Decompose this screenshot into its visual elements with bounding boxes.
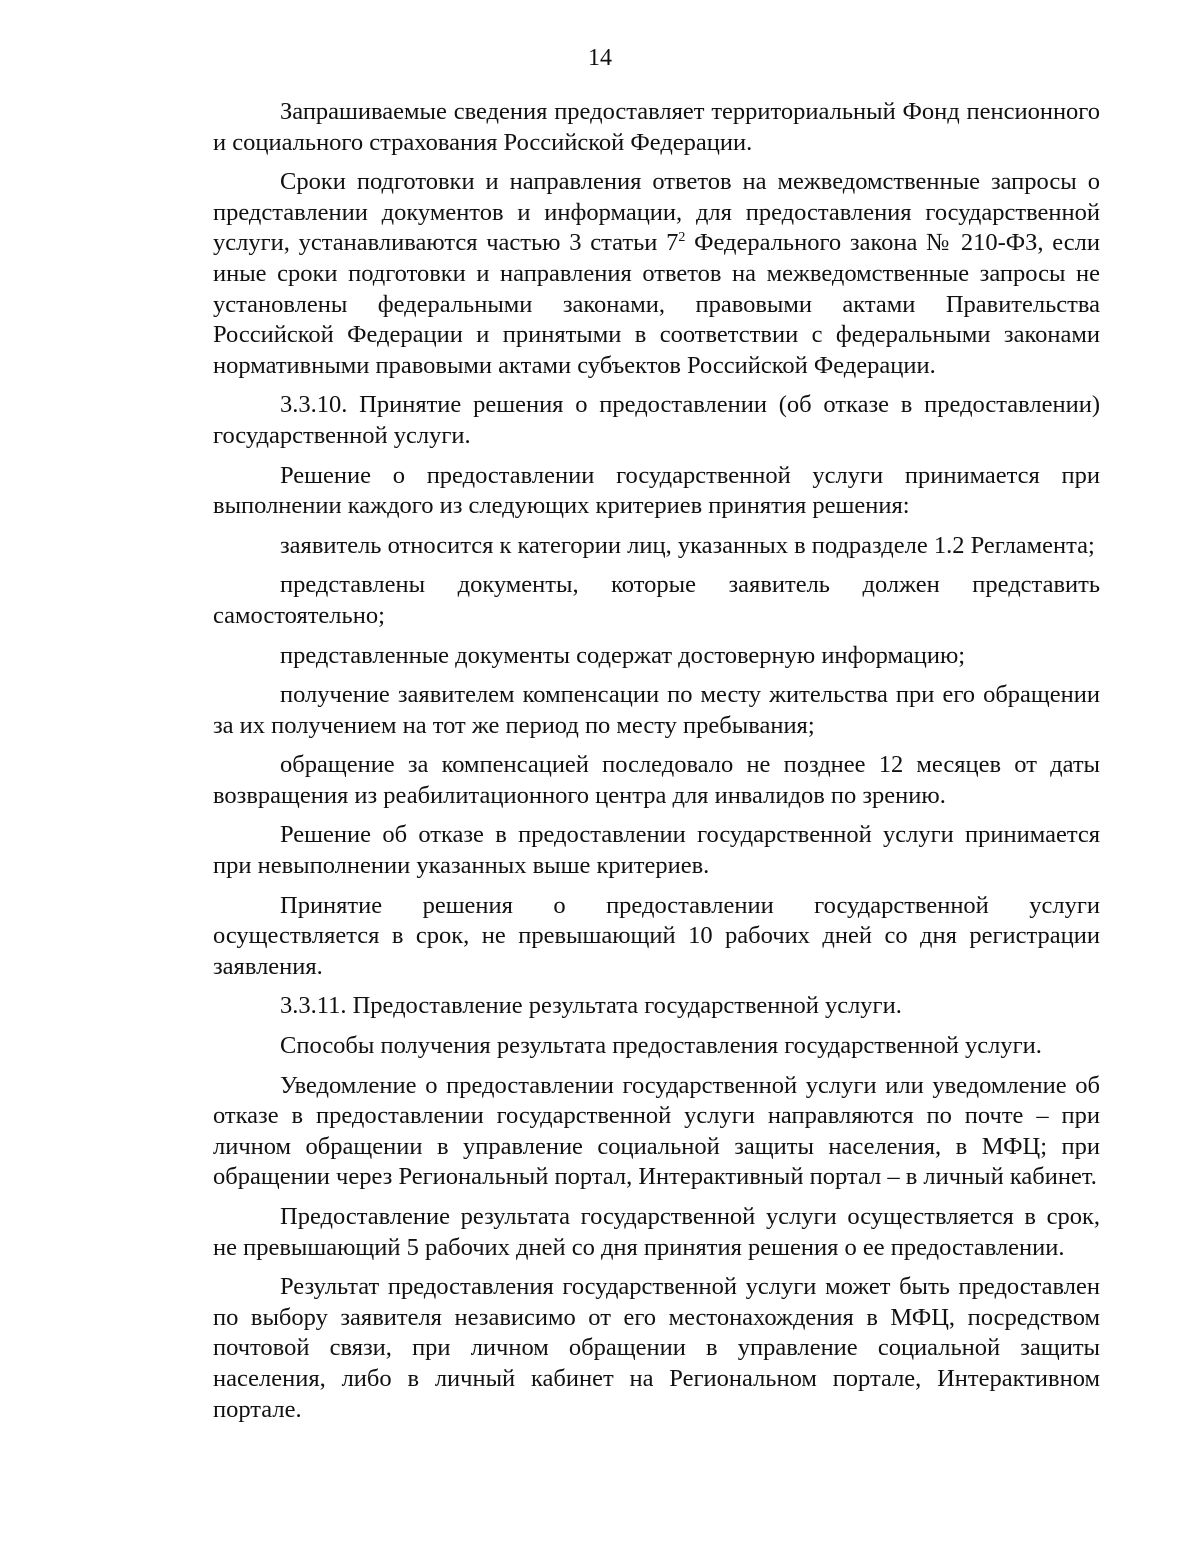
- paragraph-text: Уведомление о предоставлении государственной услуги или уведомление об отказе в предоставлении государственной услуги направляются по почте – при личном обращении в управление социальной защиты населения, в МФЦ; при обращении через Региональный портал, Интерактивный портал – в личный кабинет.: [213, 1071, 1100, 1191]
- paragraph-result-delivery: [213, 1272, 1100, 1425]
- superscript: 2: [678, 230, 686, 246]
- paragraph-criterion-1: [213, 531, 1100, 562]
- paragraph-response-deadlines: [213, 167, 1100, 381]
- paragraph-criterion-5: [213, 750, 1100, 811]
- paragraph-text: обращение за компенсацией последовало не позднее 12 месяцев от даты возвращения из реабилитационного центра для инвалидов по зрению.: [213, 751, 1100, 809]
- paragraph-criterion-2: [213, 570, 1100, 631]
- paragraph-decision-criteria: [213, 461, 1100, 522]
- paragraph-refusal: [213, 820, 1100, 881]
- paragraph-text: Запрашиваемые сведения предоставляет территориальный Фонд пенсионного и социального страхования Российской Федерации.: [213, 98, 1100, 156]
- paragraph-result-methods: [213, 1031, 1100, 1062]
- paragraph-text: представленные документы содержат достоверную информацию;: [280, 641, 966, 669]
- paragraph-text: получение заявителем компенсации по месту жительства при его обращении за их получением на тот же период по месту пребывания;: [213, 681, 1100, 739]
- paragraph-request-info: [213, 97, 1100, 158]
- paragraph-notification: [213, 1071, 1100, 1193]
- paragraph-text: Решение об отказе в предоставлении государственной услуги принимается при невыполнении указанных выше критериев.: [213, 821, 1100, 880]
- paragraph-section-3-3-10: [213, 390, 1100, 451]
- paragraph-result-deadline: [213, 1202, 1100, 1263]
- paragraph-decision-deadline: [213, 891, 1100, 983]
- document-body: [213, 97, 1100, 1425]
- paragraph-text: Предоставление результата государственной услуги осуществляется в срок, не превышающий 5 рабочих дней со дня принятия решения о ее предоставлении.: [213, 1203, 1100, 1261]
- paragraph-text: Сроки подготовки и направления ответов на межведомственные запросы о представлении документов и информации, для предоставления государственной услуги, устанавливаются частью 3 статьи 7: [213, 168, 1100, 257]
- paragraph-text: Решение о предоставлении государственной услуги принимается при выполнении каждого из следующих критериев принятия решения:: [213, 461, 1100, 520]
- paragraph-criterion-4: [213, 680, 1100, 741]
- paragraph-section-3-3-11: [213, 991, 1100, 1022]
- paragraph-text: представлены документы, которые заявитель должен представить самостоятельно;: [213, 571, 1100, 629]
- paragraph-criterion-3: [213, 641, 1100, 672]
- paragraph-text: Способы получения результата предоставления государственной услуги.: [280, 1032, 1042, 1060]
- page-number: 14: [588, 45, 612, 71]
- paragraph-text: 3.3.11. Предоставление результата государственной услуги.: [280, 992, 902, 1020]
- paragraph-text: Федерального закона № 210-ФЗ, если иные сроки подготовки и направления ответов на межведомственные запросы не установлены федеральными законами, правовыми актами Правительства Российской Федерации и принятыми в соответствии с федеральными законами нормативными правовыми актами субъектов Российской Федерации.: [213, 229, 1100, 379]
- paragraph-text: Принятие решения о предоставлении государственной услуги осуществляется в срок, не превышающий 10 рабочих дней со дня регистрации заявления.: [213, 891, 1100, 980]
- paragraph-text: заявитель относится к категории лиц, указанных в подразделе 1.2 Регламента;: [280, 531, 1095, 559]
- paragraph-text: Результат предоставления государственной услуги может быть предоставлен по выбору заявителя независимо от его местонахождения в МФЦ, посредством почтовой связи, при личном обращении в управление социальной защиты населения, либо в личный кабинет на Региональном портале, Интерактивном портале.: [213, 1273, 1100, 1423]
- paragraph-text: 3.3.10. Принятие решения о предоставлении (об отказе в предоставлении) государственной услуги.: [213, 391, 1100, 449]
